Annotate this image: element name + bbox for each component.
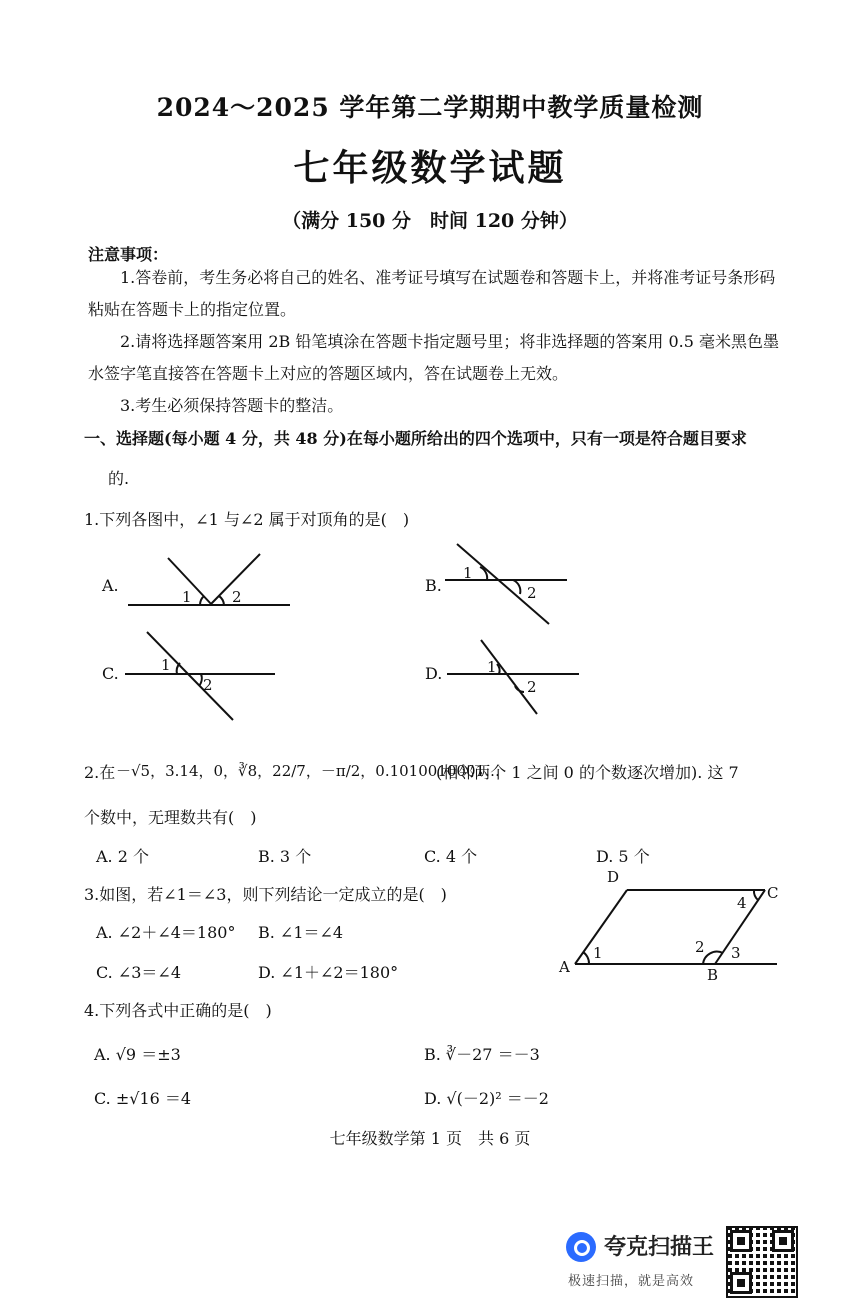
q3-figure: [555, 868, 785, 986]
section-title-end: 的.: [108, 469, 130, 488]
qr-code-icon: [726, 1226, 798, 1298]
q1a-angle-1: 1: [182, 588, 192, 606]
q3-point-d: D: [607, 868, 620, 886]
q3-angle-2: 2: [695, 938, 705, 956]
notice-item-3: 3.考生必须保持答题卡的整洁。: [120, 396, 344, 415]
question-2-stem-end: (相邻两个 1 之间 0 的个数逐次增加). 这 7: [436, 763, 739, 782]
q1c-angle-1: 1: [161, 656, 171, 674]
q1c-angle-2: 2: [203, 676, 213, 694]
notice-item-1: 1.答卷前，考生务必将自己的姓名、准考证号填写在试题卷和答题卡上，并将准考证号条形码粘贴在答题卡上的指定位置。: [88, 268, 776, 319]
exam-title: 2024～2025 学年第二学期期中教学质量检测: [156, 93, 704, 122]
q1d-angle-2: 2: [527, 678, 537, 696]
question-2-stem-line2: 个数中，无理数共有( ): [84, 808, 257, 827]
q2-option-c: C. 4 个: [424, 847, 478, 866]
q1-option-c-label: C.: [102, 664, 119, 683]
q1b-angle-1: 1: [463, 564, 473, 582]
q1-figure-a: [120, 550, 300, 620]
q3-angle-4: 4: [737, 894, 747, 912]
q1-figure-b: [445, 542, 575, 627]
scanner-app-name: 夸克扫描王: [604, 1235, 715, 1260]
question-3-stem: 3.如图，若∠1＝∠3，则下列结论一定成立的是( ): [84, 885, 447, 904]
question-2-numbers: －√5，3.14，0，∛8，22/7，－π/2，0.1010010001…: [116, 762, 501, 780]
notice-heading: 注意事项：: [88, 245, 169, 264]
section-title: 一、选择题(每小题 4 分，共 48 分)在每小题所给出的四个选项中，只有一项是符合题目要求: [84, 429, 747, 448]
q2-option-b: B. 3 个: [258, 847, 312, 866]
q3-point-a: A: [559, 958, 570, 976]
q3-angle-3: 3: [731, 944, 741, 962]
score-time-line: （满分 150 分 时间 120 分钟）: [282, 210, 578, 232]
q1-option-a-label: A.: [102, 576, 119, 595]
q4-option-d: D. √(－2)² ＝－2: [424, 1089, 549, 1108]
q1-figure-c: [125, 630, 285, 725]
q4-option-b: B. ∛－27 ＝－3: [424, 1045, 540, 1064]
main-title: 七年级数学试题: [293, 147, 567, 189]
q1-figure-d: [447, 636, 587, 716]
q1a-angle-2: 2: [232, 588, 242, 606]
scanner-logo-icon: [566, 1232, 596, 1262]
q1d-angle-1: 1: [487, 658, 497, 676]
q2-option-a: A. 2 个: [96, 847, 149, 866]
q1-option-d-label: D.: [425, 664, 443, 683]
q3-option-c: C. ∠3＝∠4: [96, 963, 182, 982]
q2-option-d: D. 5 个: [596, 847, 650, 866]
q4-option-c: C. ±√16 ＝4: [94, 1089, 192, 1108]
q3-point-b: B: [707, 966, 719, 984]
scanner-slogan: 极速扫描，就是高效: [568, 1274, 695, 1289]
q3-angle-1: 1: [593, 944, 603, 962]
q1-option-b-label: B.: [425, 576, 442, 595]
q3-point-c: C: [767, 884, 779, 902]
q3-option-a: A. ∠2＋∠4＝180°: [96, 923, 236, 942]
q3-option-d: D. ∠1＋∠2＝180°: [258, 963, 399, 982]
q3-option-b: B. ∠1＝∠4: [258, 923, 344, 942]
question-1-stem: 1.下列各图中，∠1 与∠2 属于对顶角的是( ): [84, 510, 410, 529]
question-2-stem-start: 2.在: [84, 763, 116, 782]
q4-option-a: A. √9 ＝±3: [94, 1045, 181, 1064]
question-4-stem: 4.下列各式中正确的是( ): [84, 1001, 272, 1020]
page-footer: 七年级数学第 1 页 共 6 页: [329, 1129, 531, 1148]
notice-item-2: 2.请将选择题答案用 2B 铅笔填涂在答题卡指定题号里；将非选择题的答案用 0.5 毫米黑色墨水签字笔直接答在答题卡上对应的答题区域内，答在试题卷上无效。: [88, 332, 779, 383]
q1b-angle-2: 2: [527, 584, 537, 602]
